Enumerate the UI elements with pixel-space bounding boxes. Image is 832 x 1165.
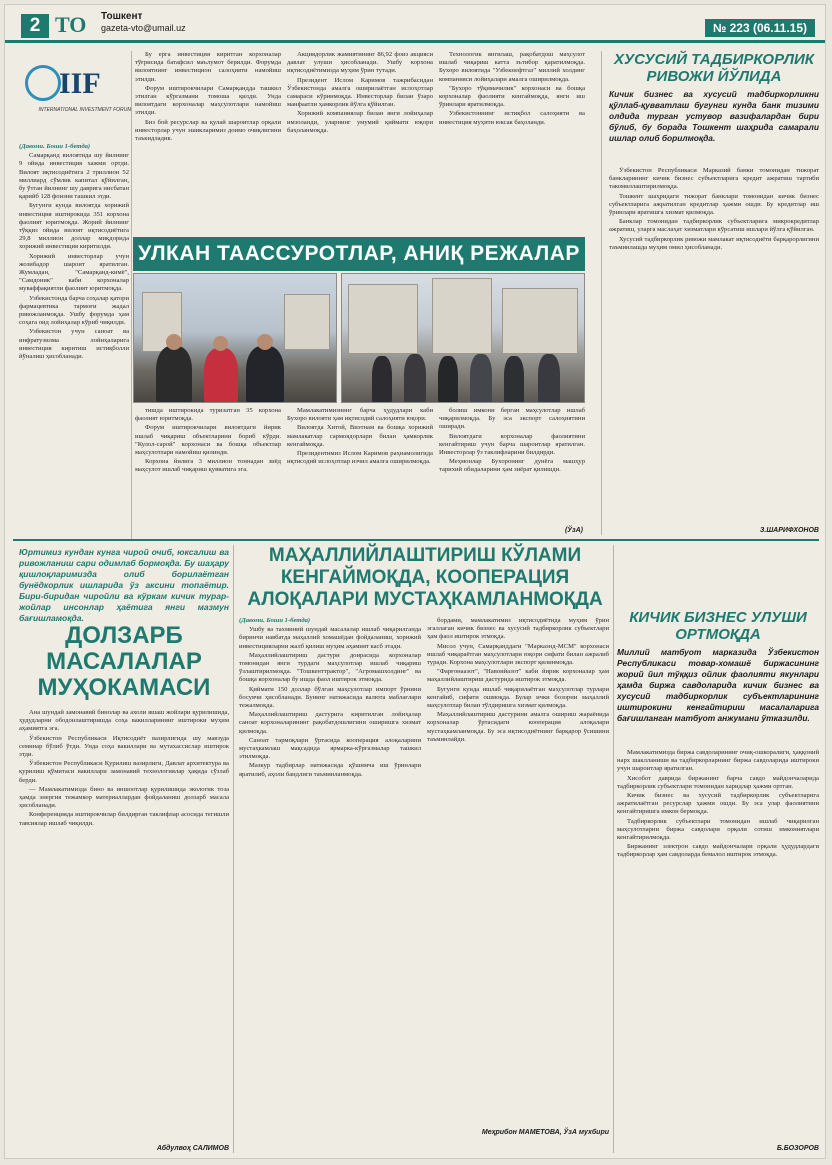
header-city: Тошкент [101, 11, 143, 22]
article-paragraph: Президентимиз Ислом Каримов раҳнамолигида иқтисодий ислоҳотлар изчил амалга оширилмоқда. [287, 450, 433, 466]
below-photo-column-2 [287, 407, 433, 535]
article-paragraph: Хисобот даврида биржанинг барча савдо майдончаларида тадбиркорлик субъектлари томонидан харидлар ҳажми ортган. [617, 774, 819, 790]
article-paragraph: Ўзбекистон Республикаси Марказий банки томонидан тижорат банкларининг кичик бизнес субъектларига кредит ажратиш тартиби такомиллаштирилмоқда. [609, 167, 819, 191]
article-paragraph: "Бухоро тўқимачилик" корхонаси ва бошқа корхоналар фаолияти кенгаймоқда, янги иш ўринлари яратилмоқда. [439, 84, 585, 109]
photo-person-head [257, 334, 273, 350]
newspaper-logo: TO [55, 12, 87, 37]
iif-circle-icon [25, 65, 61, 101]
article-paragraph: Ўзбекистон Республикаси Иқтисодиёт вазирлигида шу мавзуда семинар бўлиб ўтди. Унда соҳа вакиллари ва мутахассислар иштирок этди. [19, 734, 229, 759]
column-divider [613, 545, 614, 1153]
dolzarb-signature: Абдулвоҳ САЛИМОВ [156, 1145, 229, 1152]
photo-person-head [213, 336, 228, 351]
continued-note: (Давоми. Боши 1-бетда) [19, 143, 91, 150]
article-banner-headline: УЛКАН ТААССУРОТЛАР, АНИҚ РЕЖАЛАР [133, 237, 585, 271]
article-paragraph: Мамлакатимизнинг барча ҳудудлари каби Бухоро вилояти ҳам иқтисодий салоҳияти юқори. [287, 407, 433, 423]
article-paragraph: Узбекистонда барча соҳалар қатори фармацевтика тармоғи жадал ривожланмоқда. Ушбу форумда ҳам соҳага оид лойиҳалар кўриб чиқилди. [19, 294, 129, 327]
issue-number: № 223 (06.11.15) [705, 19, 815, 37]
photo-person-head [166, 334, 182, 350]
article-paragraph: Вилоятдаги корхоналар фаолиятини кенгайтириш учун барча шароитлар яратилган. Инвесторлар ўз таклифларини билдирди. [439, 432, 585, 457]
article-paragraph: Узбекистон учун саноат ва инфратузилма лойиҳаларига инвестиция киритиш истиқболли йўналиш ҳисобланади. [19, 328, 129, 361]
article-paragraph: Президент Ислом Каримов тажрибасидан Ўзбекистонда амалга оширилаётган ислоҳотлар самараси кўринмоқда. Инвесторлар билан ўзаро манфаатли ҳамкорлик йўлга қўйилган. [287, 76, 433, 109]
article-paragraph: Хорижий инвесторлар учун жозибадор шароит яратилган. Жумладан, "Самарқанд-кимё", "Самдоник" каби корхоналар муваффақиятли фаолият юритмоқда. [19, 252, 129, 293]
photo-person [404, 354, 426, 403]
dolzarb-headline: ДОЛЗАРБ МАСАЛАЛАР МУҲОКАМАСИ [37, 622, 211, 701]
article-paragraph: Мисол учун, Самарқанддаги "Маркаэнд-МСМ" корхонаси ишлаб чиқараётган маҳсулотлари юқори сифати билан ажралиб туради. Корхона маҳсулотлари экспорт қилинмоқда. [427, 642, 609, 667]
article-paragraph: Технологик янгилаш, рақобатдош маҳсулот ишлаб чиқариш катта эътибор қаратилмоқда. Бухоро вилоятида "Узбекнефтгаз" миллий холдинг компанияси лойиҳалари амалга оширилмоқда. [439, 51, 585, 83]
photo-person [470, 354, 492, 403]
photo-person [504, 356, 524, 403]
article-paragraph: Акциядорлик жамиятининг 86,92 фоиз акцияси давлат улуши ҳисобланади. Ушбу корхона иқтисодиётимизда муҳим ўрин тутади. [287, 51, 433, 75]
article-paragraph: — Мамлакатимизда бино ва иншоотлар қурилишида экологик тоза ҳамда энергия тежамкор материаллардан фойдаланиш долзарб масала ҳисобланади. [19, 785, 229, 810]
factory-visit-photo [341, 273, 585, 403]
article-paragraph: Мамлакатимизда биржа савдоларининг очиқ-ошкоралиги, ҳаққоний нарх шаклланиши ва тадбиркорларнинг биржа савдоларида иштироки учун шароитлар яратилган. [617, 749, 819, 773]
article-paragraph: Бугунги кунда вилоятда хорижий инвестиция иштирокида 351 корхона фаолият юритмоқда. Жорий йилнинг тўққиз ойида вилоят иқтисодиётига 29,8 миллион доллар миқдорида хорижий инвестиция киритилди. [19, 202, 129, 251]
article-paragraph: Биз бой ресурслар ва қулай шароитлар орқали инвесторлар учун эшикларимиз доимо очиқлигини таъкидладик. [135, 118, 281, 143]
article-paragraph: Биржанинг электрон савдо майдончалари орқали ҳудудлардаги тадбиркорлар ҳам савдоларда бемалол иштирок этмоқда. [617, 843, 819, 859]
left-column-article [19, 143, 129, 538]
photo-building [348, 284, 418, 354]
photo-building [432, 278, 492, 354]
article-paragraph: Ана шундай замонавий бинолар ва ахоли яшаш жойлари қурилишида, ҳудудларни ободонлаштиришда соҳа вакилларининг иштироки муҳим аҳамиятга эга. [19, 709, 229, 733]
column-3-text [287, 51, 433, 233]
right-article-body [609, 167, 819, 523]
section-divider [13, 539, 819, 541]
article-paragraph: Меҳмонлар Бухоронинг дунёга машҳур тарихий обидаларини ҳам зиёрат қилишди. [439, 458, 585, 474]
column-4-text [439, 51, 585, 233]
article-paragraph: Узбекистоннинг истиқбол салоҳияти ва инвестиция муҳити юксак баҳоланди. [439, 110, 585, 126]
article-paragraph: Корхона йилига 3 миллион тоннадан зиёд маҳсулот ишлаб чиқариш қувватига эга. [135, 458, 281, 474]
article-paragraph: бордами, мамлакатимиз иқтисодиётида муҳим ўрин эгаллаган кичик бизнес ва хусусий тадбиркорлик субъектлари ҳам фаол иштирок этмоқда. [427, 617, 609, 641]
article-paragraph: Конференцияда иштирокчилар билдирган таклифлар асосида тегишли тавсиялар ишлаб чиқилди. [19, 811, 229, 827]
photo-person [246, 346, 284, 403]
article-paragraph: Хусусий тадбиркорлик ривожи мамлакат иқтисодиёти барқарорлигини таъминлашда муҳим омил ҳисобланади. [609, 235, 819, 251]
article-paragraph: Форум иштирокчилари Самарқандда ташкил этилган кўргазмани томоша қилди. Унда вилоятдаги корхоналар маҳсулотлари намойиш этилди. [135, 84, 281, 117]
kichik-biznes-lead: Миллий матбуот марказида Ўзбекистон Республикаси товар-хомашё биржасининг жорий йил тўққиз ойлик фаолияти якунлари ҳамда биржа савдоларида кичик бизнес ва хусусий тадбиркорлик субъектларининг иштирокини кенгайтириш масалаларига бағишланган матбуот анжумани ўтказилди. [617, 647, 819, 723]
kichik-biznes-body [617, 749, 819, 1139]
photo-person [156, 346, 192, 403]
article-paragraph: Хорижий компаниялар билан янги лойиҳалар имзоланди, уларнинг умумий қиймати юқори баҳоланмоқда. [287, 110, 433, 134]
article-paragraph: Саноат тармоқлари ўртасида кооперация алоқаларини мустаҳкамлаш мақсадида ярмарка-кўргазмалар ташкил этилмоқда. [239, 736, 421, 761]
page-number: 2 [21, 14, 49, 38]
article-paragraph: Мазкур тадбирлар натижасида қўшимча иш ўринлари яратилиб, аҳоли бандлиги таъминланмоқда. [239, 762, 421, 778]
right-article-headline: ХУСУСИЙ ТАДБИРКОРЛИК РИВОЖИ ЙЎЛИДА [613, 51, 815, 85]
photo-person [538, 354, 560, 403]
below-photo-column-1 [135, 407, 281, 535]
right-article-lead: Кичик бизнес ва хусусий тадбиркорликни қўллаб-қувватлаш бугунги кунда банк тизими олдида турган устувор вазифалардан бири бўлиб, бу борада Тошкент шаҳрида самарали ишлар олиб борилмоқда. [609, 89, 819, 143]
iif-logo [25, 65, 135, 135]
article-paragraph: Тошкент шаҳридаги тижорат банклари томонидан кичик бизнес субъектларига ажратилган кредитлар ҳажми ошди. Бу кредитлар иш ўринлари яратишга хизмат қилмоқда. [609, 192, 819, 217]
article-paragraph: Ушбу ва тахминий шундай масалалар ишлаб чиқарилганда биринчи навбатда маҳаллий хомашёдан фойдаланиш, хорижий инвестицияларни жалб қилиш муҳим аҳамият касб этади. [239, 626, 421, 650]
newspaper-page [4, 4, 826, 1159]
article-paragraph: Бугунги кунда ишлаб чиқарилаётган маҳсулотлар турлари кенгайиб, сифати ошмоқда. Булар ички бозорни маҳаллий маҳсулотлар билан тўлдиришга хизмат қилмоқда. [427, 685, 609, 710]
column-divider [601, 51, 602, 535]
article-paragraph: Маҳаллийлаштириш дастури доирасида корхоналар томонидан янги турдаги маҳсулотлар ишлаб чиқариш ўзлаштирилмоқда. "Тошкенттрактор", "Агромашхолдинг" ва бошқа корхоналар бу ишда фаол иштирок этмоқда. [239, 651, 421, 684]
header-email[interactable]: gazeta-vto@umail.uz [101, 23, 186, 33]
article-paragraph: "Фарғонаазот", "Навоийазот" каби йирик корхоналар ҳам маҳаллийлаштириш дастурида иштирок этмоқда. [427, 668, 609, 684]
photo-building [502, 288, 578, 354]
article-paragraph: Ўзбекистон Республикаси Қурилиш вазирлиги, Давлат архитектура ва қурилиш қўмитаси вакиллари замонавий технологиялар ҳақида сўзлаб берди. [19, 760, 229, 784]
article-paragraph: тишда иштирокида туризатган 35 корхона фаолият юритмоқда. [135, 407, 281, 423]
column-divider [131, 51, 132, 539]
kichik-biznes-signature: Б.БОЗОРОВ [776, 1145, 819, 1152]
article-paragraph: Тадбиркорлик субъектлари томонидан ишлаб чиқарилган маҳсулотларни биржа савдолари орқали сотиш имкониятлари кенгайтирилмоқда. [617, 817, 819, 842]
iif-logo-word: IIF [59, 67, 101, 100]
main-article-signature: Меҳрибон МАМЕТОВА, ЎзА мухбири [481, 1129, 609, 1136]
article-paragraph: Банклар томонидан тадбиркорлик субъектларига микрокредитлар ажратиш, уларга маслаҳат хизматлари кўрсатиш ишлари йўлга қўйилган. [609, 218, 819, 234]
photo-person [204, 348, 238, 403]
column-2-text [135, 51, 281, 233]
main-article-headline: МАҲАЛЛИЙЛАШТИРИШ КЎЛАМИ КЕНГАЙМОҚДА, КООПЕРАЦИЯ АЛОҚАЛАРИ МУСТАҲКАМЛАНМОҚДА [247, 545, 603, 610]
dolzarb-body [19, 709, 229, 1139]
article-paragraph: Бу ерга инвестиция киритган корхоналар тўғрисида батафсил маълумот берилди. Форумда вилоятнинг инвестицион салоҳияти намойиш этилди. [135, 51, 281, 83]
article-paragraph: болиш имкони берган маҳсулотлар ишлаб чиқарилмоқда. Бу эса экспорт салоҳиятини оширади. [439, 407, 585, 431]
continued-note: (Давоми. Боши 1-бетда) [239, 617, 311, 624]
kichik-biznes-headline: КИЧИК БИЗНЕС УЛУШИ ОРТМОҚДА [629, 609, 807, 643]
photo-person [372, 356, 392, 403]
main-article-column-1 [239, 617, 421, 1143]
page-header [5, 5, 826, 43]
forum-photo-left [133, 273, 337, 403]
article-paragraph: Форум иштирокчилари вилоятдаги йирик ишлаб чиқариш объектларини бориб кўрди. "Кулол-сарой" корхонаси ва бошқа объектлар маҳсулотлари намойиш қилинди. [135, 424, 281, 457]
article-paragraph: Кичик бизнес ва хусусий тадбиркорлик субъектларига ажратилаётган ресурслар ҳажми ошди. Бу эса улар фаолиятини кенгайтиришга имкон бермоқда. [617, 792, 819, 816]
below-photo-column-3 [439, 407, 585, 525]
article-paragraph: Маҳаллийлаштириш дастурига киритилган лойиҳалар саноат корхоналарининг рақобатдошлигини оширишга хизмат қилмоқда. [239, 711, 421, 735]
article-paragraph: Маҳаллийлаштириш дастурини амалга ошириш жараёнида корхоналар ўртасидаги кооперация алоқалари мустаҳкамланмоқда. Бу эса иқтисодиётнинг барқарор ўсишини таъминлайди. [427, 711, 609, 743]
article-paragraph: Самарқанд вилоятида шу йилнинг 9 ойида инвестиция хажми ортди. Вилоят иқтисодиётига 2 триллион 52 миллиард сўмлик капитал қўйилган, бу ўтган йилнинг шу даврига нисбатан қарийб 128 фоизни ташкил этди. [19, 152, 129, 201]
main-article-column-2 [427, 617, 609, 1125]
article-paragraph: Вилоятда Хитой, Виэтнам ва бошқа хорижий мамлакатлар сармоядорлари билан ҳамкорлик кенгаймоқда. [287, 424, 433, 448]
article-signature: (ЎзА) [564, 527, 583, 534]
dolzarb-kicker: Юртимиз кундан кунга чирой очиб, юксалиш ва ривожланиш сари одимлаб бормоқда. Бу шаҳару қишлоқларимизда олиб борилаётган бунёдкорлик ишларида ўз аксини топаётир. Бири-биридан чиройли ва кўркам кичик турар-жойлар инсонлар ҳаётига янги мазмун бағишламоқда. [19, 547, 229, 623]
photo-building [284, 294, 330, 350]
right-article-signature: З.ШАРИФХОНОВ [759, 527, 819, 534]
article-paragraph: Қиймати 150 доллар бўлган маҳсулотлар импорт ўрнини босувчи ҳисобланади. Бунинг натижасида валюта маблағлари тежалмоқда. [239, 685, 421, 710]
column-divider [233, 545, 234, 1153]
iif-logo-subtitle: INTERNATIONAL INVESTMENT FORUM [38, 107, 132, 113]
photo-person [438, 356, 458, 403]
